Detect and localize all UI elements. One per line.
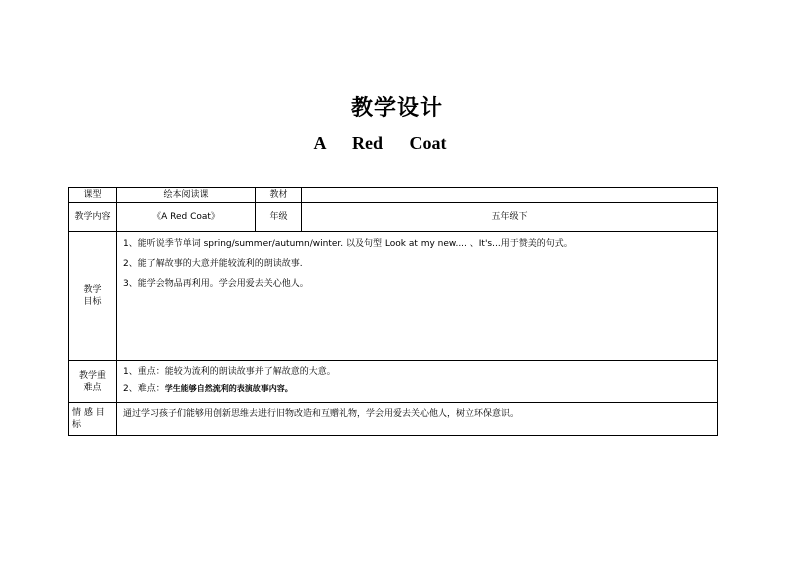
- lesson-type-value: 绘本阅读课: [117, 188, 256, 203]
- emotion-goal-text: 通过学习孩子们能够用创新思维去进行旧物改造和互赠礼物，学会用爱去关心他人，树立环保意识。: [117, 403, 718, 436]
- label-material: 教材: [256, 188, 302, 203]
- label-goals: 教学目标: [69, 232, 117, 361]
- label-emotion: 情 感 目标: [69, 403, 117, 436]
- label-lesson-type: 课型: [69, 188, 117, 203]
- table-row: [69, 232, 718, 361]
- table-row: [69, 403, 718, 436]
- goal-item-2: 2、能了解故事的大意并能较流利的朗读故事.: [123, 259, 303, 269]
- difficult-point: 2、难点：学生能够自然流利的表演故事内容。: [123, 384, 293, 394]
- label-grade: 年级: [256, 203, 302, 232]
- document-subtitle: A Red Coat: [313, 133, 447, 153]
- content-value: 《A Red Coat》: [117, 203, 256, 232]
- lesson-plan-table: [68, 187, 718, 436]
- grade-value: 五年级下: [302, 203, 718, 232]
- table-row: [69, 361, 718, 403]
- goal-item-1: 1、能听说季节单词 spring/summer/autumn/winter. 以及句型 Look at my new.... 、It's...用于赞美的句式。: [123, 239, 573, 249]
- table-row: [69, 188, 718, 203]
- material-value: [302, 188, 718, 203]
- label-difficulties: 教学重难点: [69, 361, 117, 403]
- goals-cell: [117, 232, 718, 361]
- key-point: 1、重点：能较为流利的朗读故事并了解故意的大意。: [123, 367, 336, 377]
- goal-item-3: 3、能学会物品再利用。学会用爱去关心他人。: [123, 279, 309, 289]
- table-row: [69, 203, 718, 232]
- difficulties-cell: [117, 361, 718, 403]
- document-title: 教学设计: [350, 96, 443, 121]
- label-content: 教学内容: [69, 203, 117, 232]
